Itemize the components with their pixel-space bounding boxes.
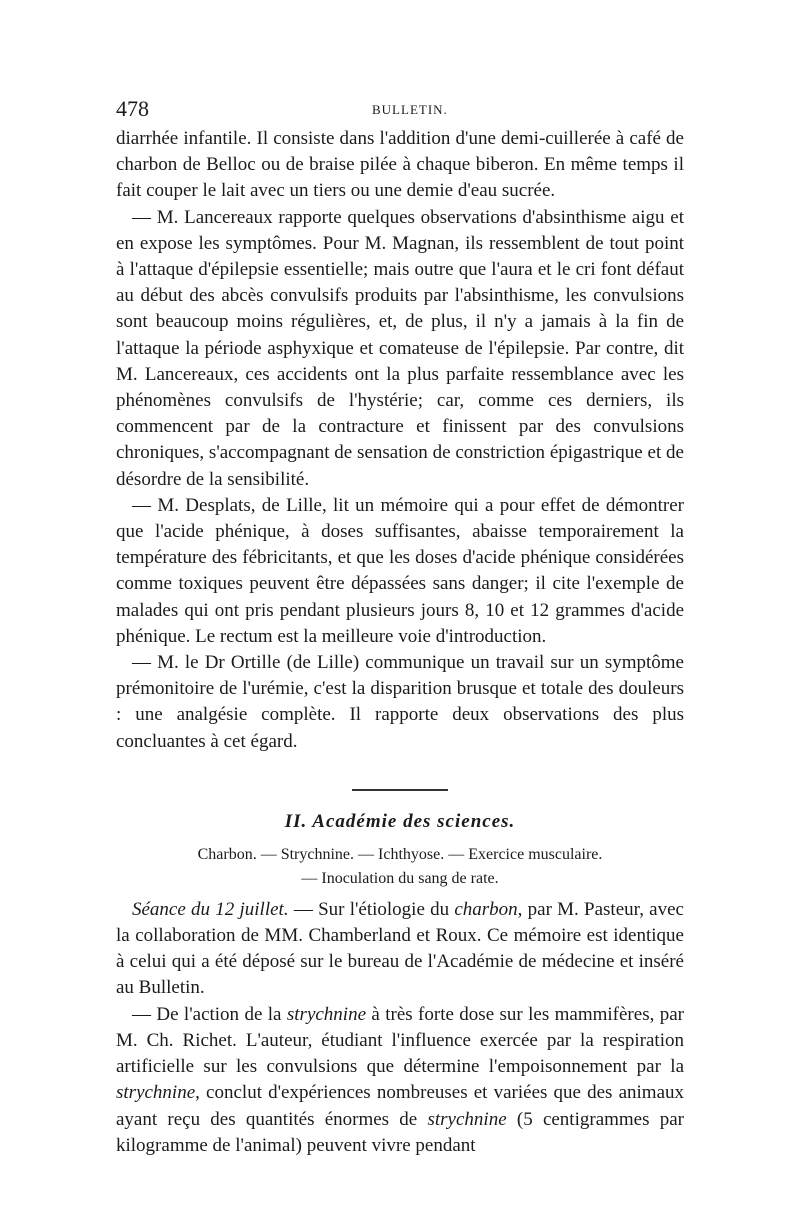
page-header	[116, 96, 686, 126]
strychnine-term-2: strychnine	[116, 1082, 196, 1104]
seance-text-1: — Sur l'étiologie du	[288, 898, 455, 920]
section-title: II. Académie des sciences.	[284, 810, 516, 832]
paragraph-strychnine	[116, 1002, 684, 1159]
strychnine-text-1: — De l'action de la	[132, 1003, 287, 1025]
section-divider	[352, 789, 448, 791]
seance-text-2: , par M. Pasteur, avec la collaboration de MM. Chamberland et Roux. Ce mémoire est identique à celui qui a été déposé sur le bureau de l'Académie de médecine et inséré au Bulletin.	[116, 898, 684, 999]
page-body	[116, 126, 684, 1159]
paragraph-seance	[116, 897, 684, 1002]
section-summary-line-2: — Inoculation du sang de rate.	[301, 869, 499, 887]
paragraph-ortille: — M. le Dr Ortille (de Lille) communique un travail sur un symptôme prémonitoire de l'urémie, c'est la disparition brusque et totale des douleurs : une analgésie complète. Il rapporte deux observations des plus concluantes à cet égard.	[116, 652, 684, 752]
section-summary	[116, 843, 684, 891]
running-head: BULLETIN.	[372, 102, 448, 117]
seance-charbon: charbon	[454, 898, 518, 920]
seance-date: Séance du 12 juillet.	[132, 898, 289, 920]
strychnine-text-4: (5 centigrammes par kilogramme de l'animal) peuvent vivre pendant	[116, 1108, 685, 1156]
strychnine-term-1: strychnine	[286, 1003, 367, 1025]
strychnine-text-3: , conclut d'expériences nombreuses et variées que des animaux ayant reçu des quantités énormes de	[116, 1082, 684, 1130]
page-number: 478	[116, 96, 149, 121]
paragraph-diarrhee: diarrhée infantile. Il consiste dans l'addition d'une demi-cuillerée à café de charbon de Belloc ou de braise pilée à chaque biberon. En même temps il fait couper le lait avec un tiers ou une demie d'eau sucrée.	[116, 128, 684, 202]
paragraph-lancereaux: — M. Lancereaux rapporte quelques observations d'absinthisme aigu et en expose les symptômes. Pour M. Magnan, ils ressemblent de tout point à l'attaque d'épilepsie essentielle; mais outre que l'aura et le cri font défaut au début des abcès convulsifs produits par l'absinthisme, les convulsions sont beaucoup moins régulières, et, de plus, il n'y a jamais à la fin de l'attaque la période asphyxique et comateuse de l'épilepsie. Par contre, dit M. Lancereaux, ces accidents ont la plus parfaite ressemblance avec les phénomènes convulsifs de l'hystérie; car, comme ces derniers, ils commencent par de la contracture et finissent par des convulsions chroniques, s'accompagnant de sensation de constriction épigastrique et de désordre de la sensibilité.	[116, 206, 684, 490]
strychnine-text-2: à très forte dose sur les mammifères, par M. Ch. Richet. L'auteur, étudiant l'influence exercée par la respiration artificielle sur les convulsions que détermine l'empoisonnement par la	[116, 1003, 684, 1078]
section-summary-line-1: Charbon. — Strychnine. — Ichthyose. — Exercice musculaire.	[197, 845, 603, 863]
paragraph-desplats: — M. Desplats, de Lille, lit un mémoire qui a pour effet de démontrer que l'acide phénique, à doses suffisantes, abaisse temporairement la température des fébricitants, et que les doses d'acide phénique considérées comme toxiques peuvent être dépassées sans danger; il cite l'exemple de malades qui ont pris pendant plusieurs jours 8, 10 et 12 grammes d'acide phénique. Le rectum est la meilleure voie d'introduction.	[116, 494, 684, 647]
strychnine-term-3: strychnine	[427, 1108, 507, 1130]
